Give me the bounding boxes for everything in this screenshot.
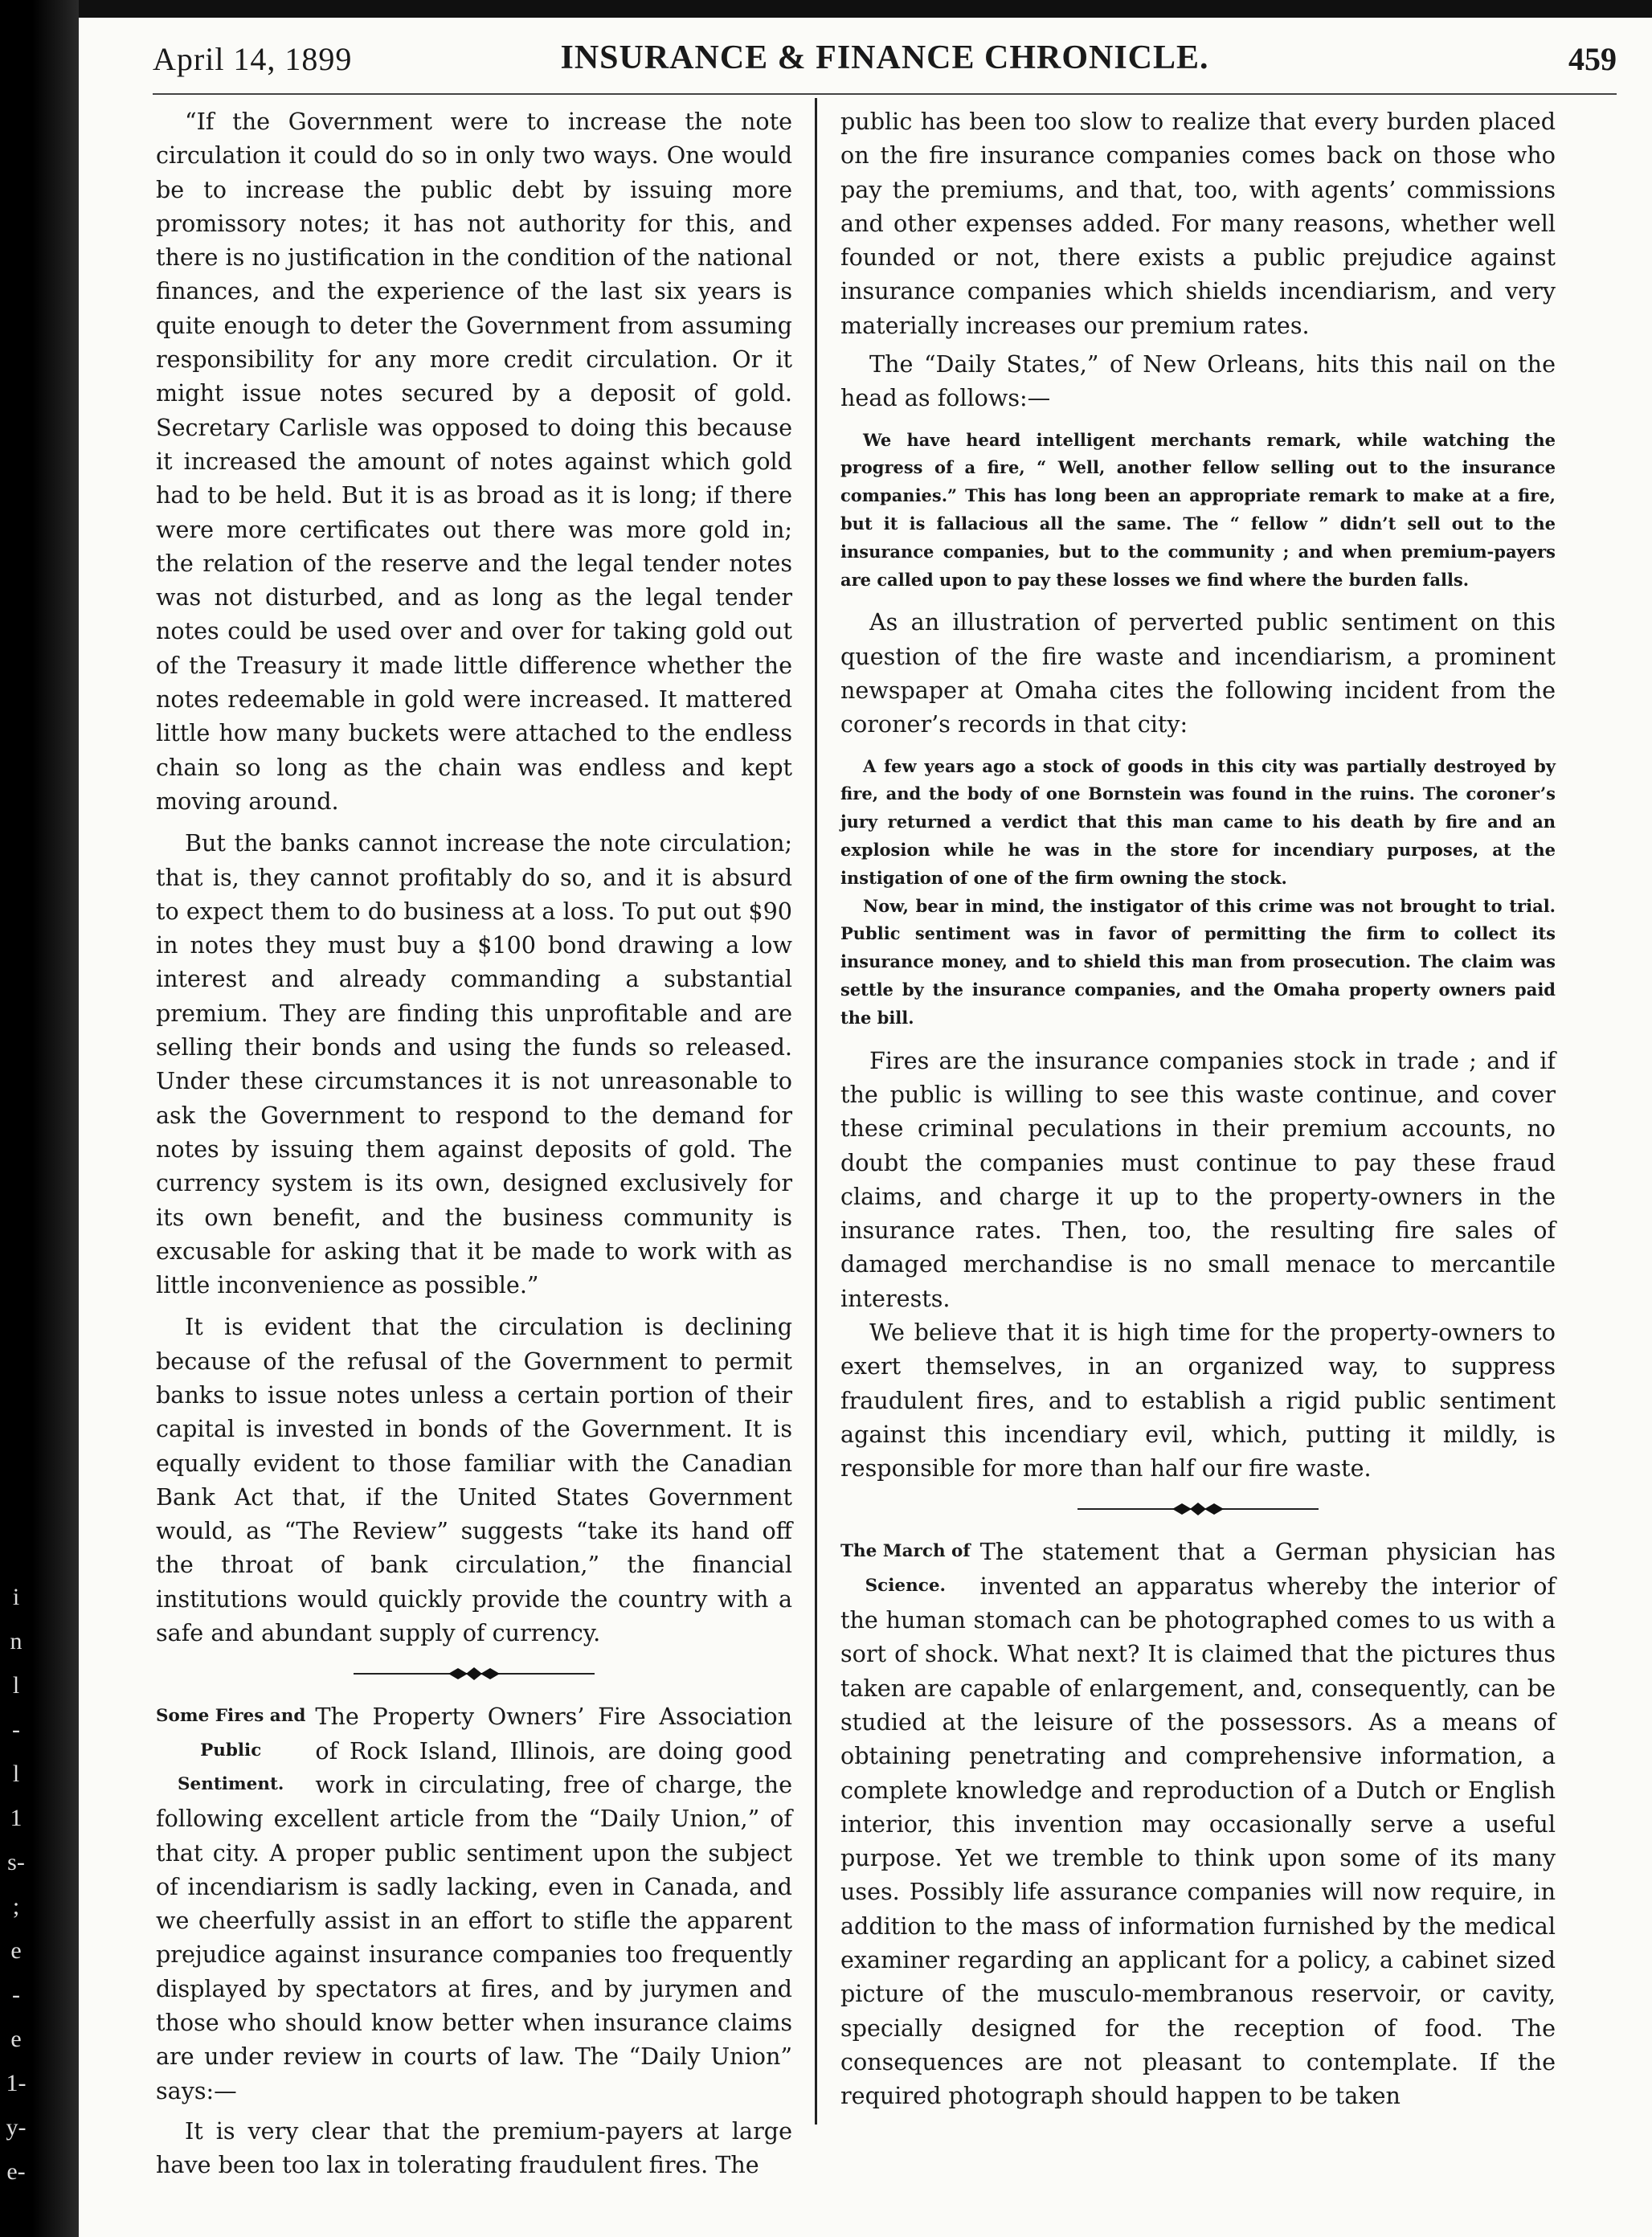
left-column [156, 104, 792, 2182]
page-number: 459 [1568, 41, 1617, 77]
right-column [840, 104, 1556, 2113]
newspaper-page [79, 18, 1652, 2237]
paragraph: Fires are the insurance companies stock in trade ; and if the public is willing to see this waste continue, and cover these criminal peculations in their premium accounts, no doubt the companies must continue to pay these fraud claims, and charge it up to the property-owners in the insurance rates. Then, too, the resulting fire sales of damaged merchandise is no small menace to mercantile interests. [840, 1046, 1556, 1312]
section-heading-line: Science. [865, 1575, 946, 1596]
page-header [153, 34, 1617, 82]
margin-fragment: y- [6, 2114, 27, 2141]
block-quote: We have heard intelligent merchants remark, while watching the progress of a fire, “ Well, another fellow selling out to the insurance companies.” This has long been an appropriate remark to make at a fire, but it is fallacious all the same. The “ fellow ” didn’t sell out to the insurance companies, but to the community ; and when premium-payers are called upon to pay these losses we find where the burden falls. [840, 429, 1556, 590]
margin-fragment: ; [12, 1893, 20, 1920]
section-ornament [840, 1501, 1556, 1520]
paragraph: “If the Government were to increase the note circulation it could do so in only two ways. One would be to increase the public debt by issuing more promissory notes; it has not authority for this, and there is no justification in the condition of the national finances, and the experience of the last six years is quite enough to deter the Government from assuming responsibility for any more credit circulation. Or it might issue notes secured by a deposit of gold. Secretary Carlisle was opposed to doing this because it increased the amount of notes against which gold had to be held. But it is as broad as it is long; if there were more certificates out there was more gold in; the relation of the reserve and the legal tender notes was not disturbed, and as long as the legal tender notes could be used over and over for taking gold out of the Treasury it made little difference whether the notes redeemable in gold were increased. It mattered little how many buckets were attached to the endless chain so long as the chain was endless and kept moving around. [156, 108, 792, 815]
paragraph: The statement that a German physician has invented an apparatus whereby the interior of the human stomach can be photographed comes to us with a sort of shock. What next? It is claimed that the pictures thus taken are capable of enlargement, and, consequently, can be studied at the leisure of the possessors. As a means of obtaining penetrating and comprehensive information, a complete knowledge and reproduction of a Dutch or English interior, this invention may occasionally serve a useful purpose. Yet we tremble to think upon some of its many uses. Possibly life assurance companies will now require, in addition to the mass of information furnished by the medical examiner regarding an applicant for a policy, a cabinet sized picture of the musculo-membranous reservoir, or cavity, specially designed for the reception of food. The consequences are not pleasant to contemplate. If the required photograph should happen to be taken [840, 1538, 1556, 2110]
paragraph: We believe that it is high time for the property-owners to exert themselves, in an organized way, to suppress fraudulent fires, and to establish a rigid public sentiment against this incendiary evil, which, putting it mildly, is responsible for more than half our fire waste. [840, 1318, 1556, 1482]
margin-fragment: e- [6, 2158, 26, 2185]
ornament-divider-icon [354, 1666, 595, 1682]
scan-left-edge [0, 0, 79, 2237]
paragraph: But the banks cannot increase the note circulation; that is, they cannot profitably do so, and it is absurd to expect them to do business at a loss. To put out $90 in notes they must buy a $100 bond drawing a low interest and already commanding a substantial premium. They are finding this unprofitable and are selling their bonds and using the funds so released. Under these circumstances it is not unreasonable to ask the Government to respond to the demand for notes by issuing them against deposits of gold. The currency system is its own, designed exclusively for its own benefit, and the business community is excusable for asking that it be made to work with as little inconvenience as possible.” [156, 829, 792, 1299]
paragraph: The “Daily States,” of New Orleans, hits this nail on the head as follows:— [840, 350, 1556, 412]
margin-fragment: s- [7, 1849, 25, 1875]
margin-fragment: - [12, 1716, 20, 1743]
block-quote: A few years ago a stock of goods in this city was partially destroyed by fire, and the body of one Bornstein was found in the ruins. The coroner’s jury returned a verdict that this man came to his death by fire and an explosion while he was in the store for incendiary purposes, at the instigation of one of the firm owning the stock. [840, 755, 1556, 888]
section-heading-some-fires [156, 1699, 305, 1801]
section-heading-march-of-science [840, 1535, 971, 1603]
section-heading-line: The March of [840, 1541, 971, 1562]
issue-date: April 14, 1899 [153, 41, 353, 77]
section-heading-line: Public [200, 1740, 262, 1761]
margin-fragment: 1- [6, 2070, 27, 2096]
section-ornament [156, 1666, 792, 1685]
margin-fragment: n [10, 1628, 22, 1654]
margin-fragment: e [10, 1937, 22, 1964]
paragraph: It is very clear that the premium-payers at large have been too lax in tolerating fraudulent fires. The [156, 2116, 792, 2179]
paragraph: The Property Owners’ Fire Association of Rock Island, Illinois, are doing good work in circulating, free of charge, the following excellent article from the “Daily Union,” of that city. A proper public sentiment upon the subject of incendiarism is sadly lacking, even in Canada, and we cheerfully assist in an effort to stifle the apparent prejudice against insurance companies too frequently displayed by spectators at fires, and by jurymen and those who should know better when insurance claims are under review in courts of law. The “Daily Union” says:— [156, 1703, 792, 2104]
publication-title: INSURANCE & FINANCE CHRONICLE. [560, 39, 1209, 76]
margin-fragments [2, 1575, 31, 2194]
margin-fragment: 1 [10, 1805, 22, 1831]
paragraph: As an illustration of perverted public sentiment on this question of the fire waste and incendiarism, a prominent newspaper at Omaha cites the following incident from the coroner’s records in that city: [840, 608, 1556, 738]
margin-fragment: - [12, 1981, 20, 2008]
margin-fragment: l [12, 1672, 20, 1699]
paragraph: It is evident that the circulation is declining because of the refusal of the Government to permit banks to issue notes unless a certain portion of their capital is invested in bonds of the Government. It is equally evident to those familiar with the Canadian Bank Act that, if the United States Government would, as “The Review” suggests “take its hand off the throat of bank circulation,” the financial institutions would quickly provide the country with a safe and abundant supply of currency. [156, 1313, 792, 1647]
block-quote: Now, bear in mind, the instigator of this crime was not brought to trial. Public sentiment was in favor of permitting the firm to collect its insurance money, and to shield this man from prosecution. The claim was settle by the insurance companies, and the Omaha property owners paid the bill. [840, 895, 1556, 1028]
margin-fragment: e [10, 2026, 22, 2052]
margin-fragment: i [12, 1584, 20, 1610]
column-rule [815, 98, 817, 2125]
section-heading-line: Sentiment. [177, 1773, 284, 1794]
section-heading-line: Some Fires and [156, 1706, 306, 1727]
paragraph: public has been too slow to realize that every burden placed on the fire insurance companies comes back on those who pay the premiums, and that, too, with agents’ commissions and other expenses added. For many reasons, whether well founded or not, there exists a public prejudice against insurance companies which shields incendiarism, and very materially increases our premium rates. [840, 108, 1556, 339]
header-rule [153, 93, 1617, 95]
ornament-divider-icon [1077, 1501, 1319, 1517]
margin-fragment: l [12, 1761, 20, 1787]
